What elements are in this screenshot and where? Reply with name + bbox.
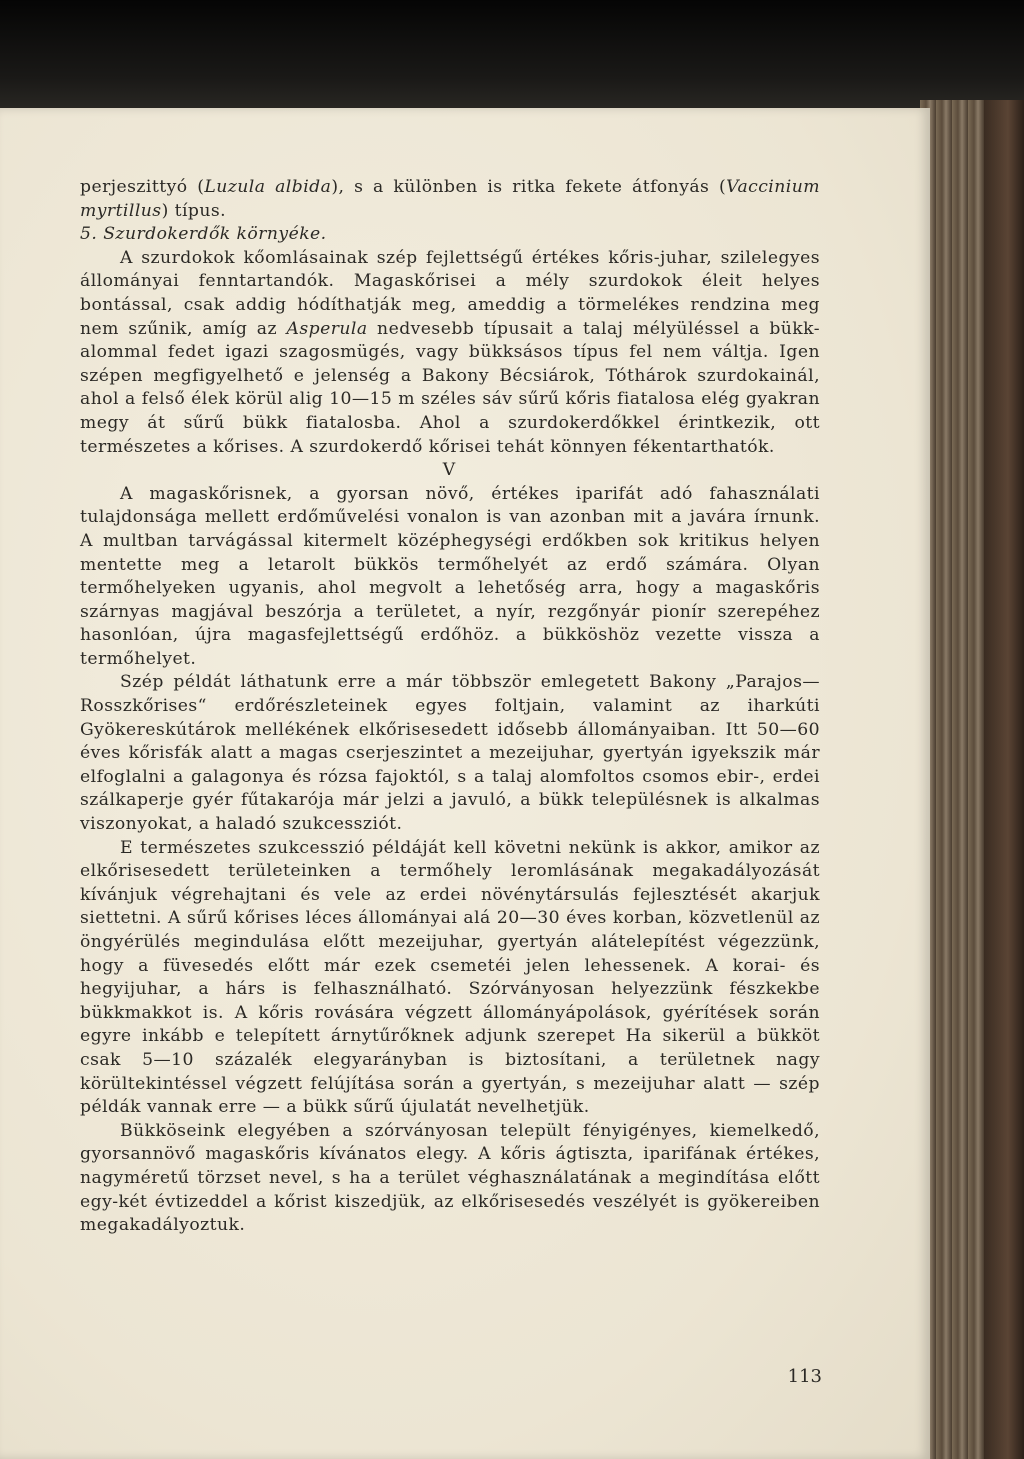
section-mark: V	[442, 460, 458, 481]
section-heading: 5. Szurdokerdők környéke.	[80, 224, 327, 245]
book-cover-edge	[984, 100, 1024, 1459]
paragraph-szurdokok-prefix: A szurdokok kőomlásainak szép fejlettségű értékes kőris-juhar, szilelegyes állományai fenntartandók. Magaskőrisei a mély szurdokok éleit helyes bontással, csak addig hódíthatják meg, ameddig a törmelékes rendzina meg nem szűnik, amíg az	[80, 247, 820, 339]
intro-paragraph	[80, 176, 820, 223]
species-name-asperula: Asperula	[286, 318, 368, 339]
intro-suffix: ) típus.	[161, 200, 227, 221]
page-number: 113	[787, 1366, 822, 1387]
printed-page	[0, 108, 930, 1459]
paragraph-bukkoseink: Bükköseink elegyében a szórványosan települt fényigényes, kiemelkedő, gyorsannövő magaskőris kívánatos elegy. A kőris ágtiszta, iparifának értékes, nagyméretű törzset nevel, s ha a terület véghasználatának a megindítása előtt egy-két évtizeddel a kőrist kiszedjük, az elkőrisesedés veszélyét is gyökereiben megakadályoztuk.	[80, 1120, 820, 1236]
paragraph-magaskoris: A magaskőrisnek, a gyorsan növő, értékes iparifát adó fahasználati tulajdonsága mellett erdőművelési vonalon is van azonban mit a javára írnunk. A multban tarvágással kitermelt középhegységi erdőkben sok kritikus helyen mentette meg a letarolt bükkös termőhelyét az erdő számára. Olyan termőhelyeken ugyanis, ahol megvolt a lehetőség arra, hogy a magaskőris szárnyas magjával beszórja a területet, a nyír, rezgőnyár pionír szerepéhez hasonlóan, újra magasfejlettségű erdőhöz. a bükköshöz vezette vissza a termőhelyet.	[80, 483, 820, 669]
species-name-vaccinium: Vaccinium myrtillus	[80, 177, 820, 221]
page-body-text	[80, 176, 820, 1238]
paragraph-szep-pelda: Szép példát láthatunk erre a már többször emlegetett Bakony „Parajos—Rosszkőrises“ erdőrészleteinek egyes foltjain, valamint az iharkúti Gyökereskútárok mellékének elkőrisesedett idősebb állományaiban. Itt 50—60 éves kőrisfák alatt a magas cserjeszintet a mezeijuhar, gyertyán igyekszik már elfoglalni a galagonya és rózsa fajoktól, s a talaj alomfoltos csomos ebir-, erdei szálkaperje gyér fűtakarója már jelzi a javuló, a bükk településnek is alkalmas viszonyokat, a haladó szukcessziót.	[80, 672, 820, 835]
paragraph-szurdokok-suffix: nedvesebb típusait a talaj mélyüléssel a bükk-alommal fedet igazi szagosmügés, vagy bükksásos típus fel nem váltja. Igen szépen megfigyelhető e jelenség a Bakony Bécsiárok, Tóthárok szurdokainál, ahol a felső élek körül alig 10—15 m széles sáv sűrű kőris fiatalosa elég gyakran megy át sűrű bükk fiatalosba. Ahol a szurdokerdőkkel érintkezik, ott természetes a kőrises. A szurdokerdő kőrisei tehát könnyen fékentarthatók.	[80, 318, 820, 457]
paragraph-szukcesszio: E természetes szukcesszió példáját kell követni nekünk is akkor, amikor az elkőrisesedett területeinken a termőhely leromlásának megakadályozását kívánjuk végrehajtani és vele az erdei növénytársulás fejlesztését akarjuk siettetni. A sűrű kőrises léces állományai alá 20—30 éves korban, közvetlenül az öngyérülés megindulása előtt mezeijuhar, gyertyán alátelepítést végezzünk, hogy a füvesedés előtt már ezek csemetéi jelen lehessenek. A korai- és hegyijuhar, a hárs is felhasználható. Szórványosan helyezzünk fészkekbe bükkmakkot is. A kőris rovására végzett állományápolások, gyérítések során egyre inkább e telepített árnytűrőknek adjunk szerepet Ha sikerül a bükköt csak 5—10 százalék elegyarányban is biztosítani, a területnek nagy körültekintéssel végzett felújítása során a gyertyán, s mezeijuhar alatt — szép példák vannak erre — a bükk sűrű újulatát nevelhetjük.	[80, 837, 820, 1118]
intro-prefix: perjeszittyó (	[80, 177, 205, 197]
book-edge	[920, 100, 1024, 1459]
species-name-luzula: Luzula albida	[204, 177, 332, 197]
intro-middle: ), s a különben is ritka fekete átfonyás (	[331, 177, 727, 197]
paragraph-szurdokok	[80, 247, 820, 459]
scan-background-top	[0, 0, 1024, 112]
